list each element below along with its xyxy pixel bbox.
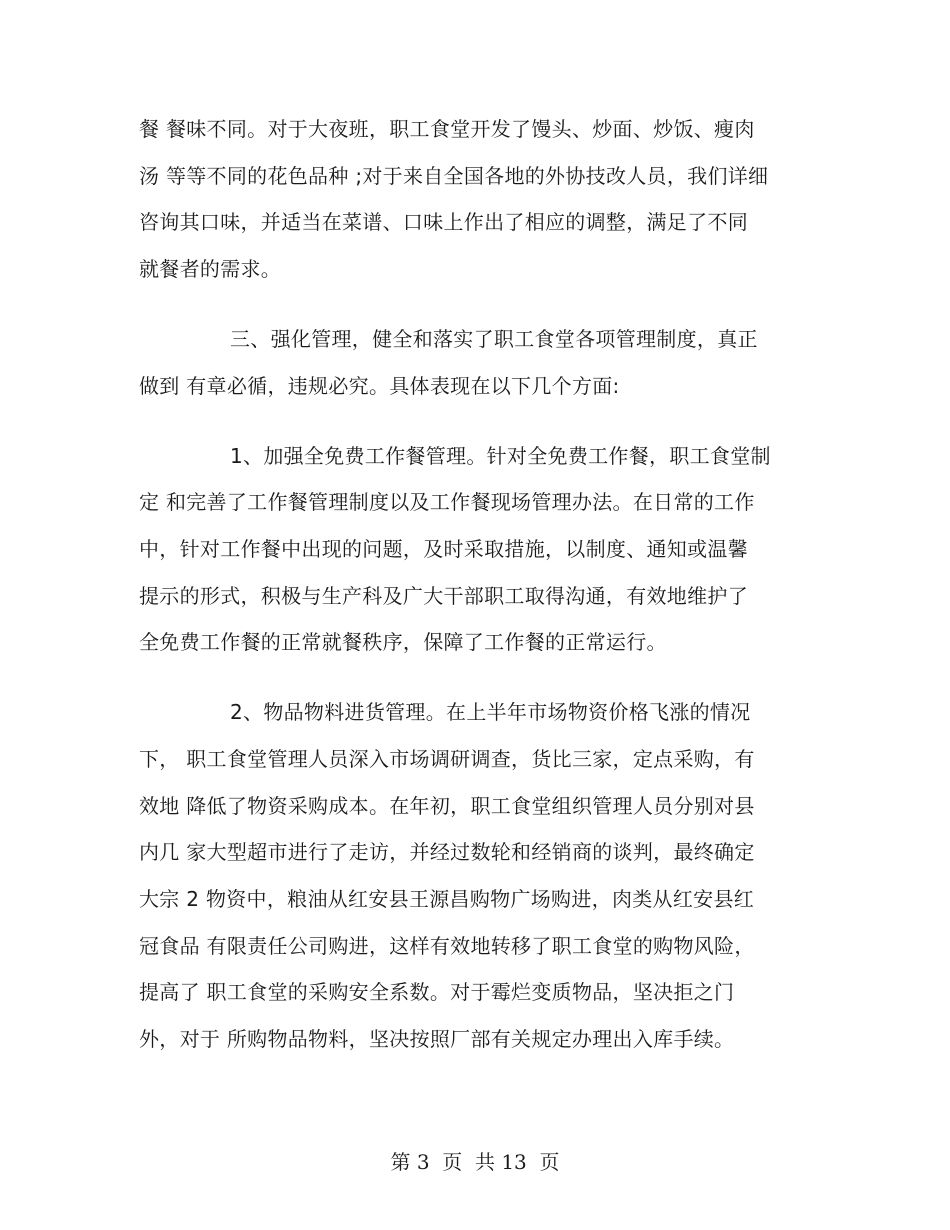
- section-heading: 三、强化管理，健全和落实了职工食堂各项管理制度，真正: [230, 327, 758, 351]
- body-line: 大宗 2 物资中，粮油从红安县王源昌购物广场购进，肉类从红安县红: [139, 887, 755, 911]
- body-line: 咨询其口味，并适当在菜谱、口味上作出了相应的调整，满足了不同: [139, 210, 748, 234]
- body-line: 外，对于 所购物品物料，坚决按照厂部有关规定办理出入库手续。: [139, 1027, 735, 1051]
- body-line: 冠食品 有限责任公司购进，这样有效地转移了职工食堂的购物风险，: [139, 934, 755, 958]
- paragraph-first-line: 1、加强全免费工作餐管理。针对全免费工作餐，职工食堂制: [230, 444, 771, 468]
- body-line: 提高了 职工食堂的采购安全系数。对于霉烂变质物品，坚决拒之门: [139, 980, 735, 1004]
- body-line: 下， 职工食堂管理人员深入市场调研调查，货比三家，定点采购，有: [139, 747, 755, 771]
- body-line: 全免费工作餐的正常就餐秩序，保障了工作餐的正常运行。: [139, 630, 667, 654]
- body-line: 就餐者的需求。: [139, 257, 282, 281]
- page-number-footer: 第 3 页 共 13 页: [390, 1150, 560, 1174]
- paragraph-first-line: 2、物品物料进货管理。在上半年市场物资价格飞涨的情况: [230, 700, 751, 724]
- body-line: 汤 等等不同的花色品种 ;对于来自全国各地的外协技改人员，我们详细: [139, 164, 769, 188]
- body-line: 餐 餐味不同。对于大夜班，职工食堂开发了馒头、炒面、炒饭、瘦肉: [139, 117, 755, 141]
- body-line: 内几 家大型超市进行了走访，并经过数轮和经销商的谈判，最终确定: [139, 840, 755, 864]
- body-line: 中，针对工作餐中出现的问题，及时采取措施，以制度、通知或温馨: [139, 537, 748, 561]
- body-line: 定 和完善了工作餐管理制度以及工作餐现场管理办法。在日常的工作: [139, 490, 755, 514]
- body-line: 提示的形式，积极与生产科及广大干部职工取得沟通，有效地维护了: [139, 584, 748, 608]
- body-line: 做到 有章必循，违规必究。具体表现在以下几个方面:: [139, 374, 620, 398]
- body-line: 效地 降低了物资采购成本。在年初，职工食堂组织管理人员分别对县: [139, 794, 755, 818]
